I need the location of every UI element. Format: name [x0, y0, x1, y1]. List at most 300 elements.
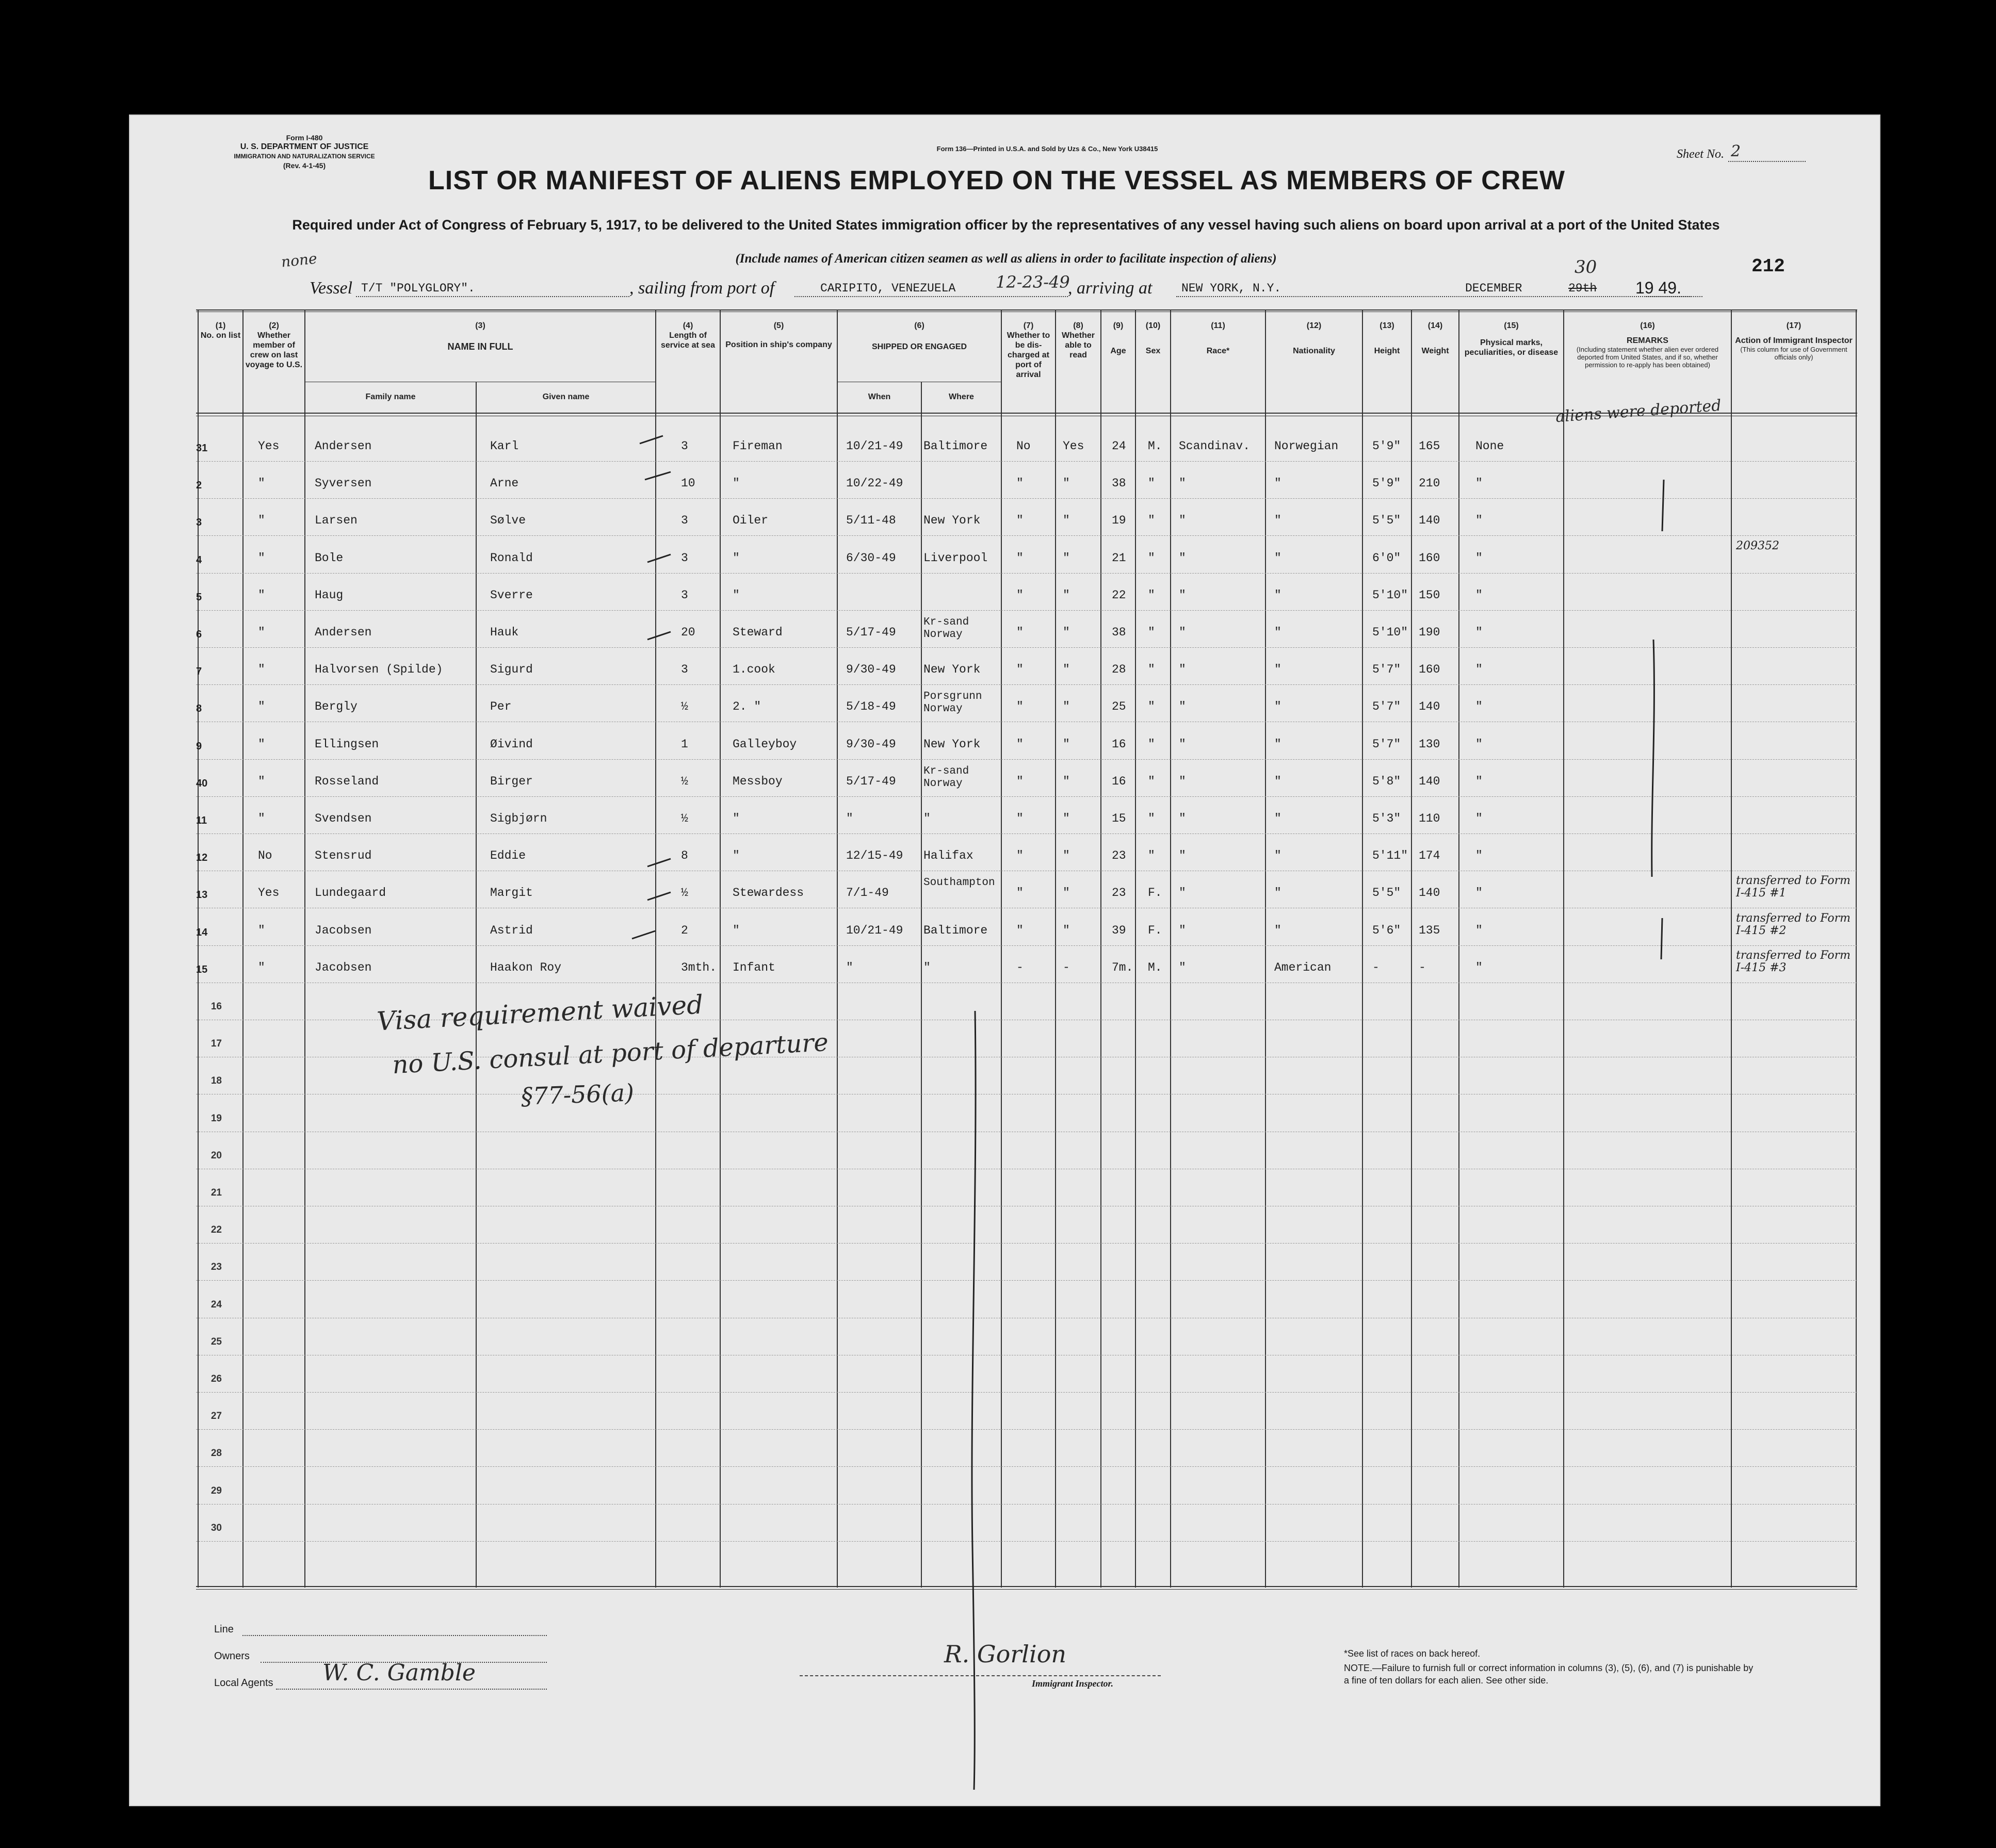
length-of-service: ½	[681, 700, 688, 714]
shipped-when: 5/11-48	[846, 514, 896, 528]
physical-marks: "	[1475, 886, 1483, 900]
family-name: Andersen	[315, 439, 372, 453]
sheet-label: Sheet No.	[1677, 148, 1724, 161]
height: 5'3"	[1372, 812, 1401, 825]
height: 5'9"	[1372, 439, 1401, 453]
physical-marks: "	[1475, 663, 1483, 677]
length-of-service: 20	[681, 626, 695, 639]
discharged: "	[1016, 737, 1024, 751]
row-number: 40	[196, 777, 208, 789]
length-of-service: 3	[681, 514, 688, 528]
col-header-5: (5) Position in ship's company	[725, 321, 832, 349]
given-name: Haakon Roy	[490, 960, 562, 974]
position: Oiler	[733, 514, 769, 528]
age: 24	[1112, 439, 1126, 453]
physical-marks: "	[1475, 923, 1483, 937]
vessel-label: Vessel	[310, 279, 353, 298]
row-number: 6	[196, 629, 202, 640]
discharged: "	[1016, 588, 1024, 602]
length-of-service: ½	[681, 812, 688, 825]
sailing-port: CARIPITO, VENEZUELA	[820, 282, 956, 295]
row-number: 4	[196, 554, 202, 566]
hand-mark: none	[280, 250, 318, 271]
last-voyage: Yes	[258, 886, 280, 900]
length-of-service: 10	[681, 477, 695, 490]
row-number: 9	[196, 740, 202, 752]
length-of-service: 2	[681, 923, 688, 937]
sex: "	[1148, 588, 1155, 602]
col-header-given: Given name	[542, 393, 590, 401]
shipped-where: Baltimore	[923, 439, 988, 453]
height: -	[1372, 960, 1380, 974]
discharged: "	[1016, 774, 1024, 788]
nationality: "	[1274, 663, 1281, 677]
able-to-read: "	[1063, 737, 1070, 751]
last-voyage: "	[258, 663, 265, 677]
given-name: Ronald	[490, 551, 533, 565]
nationality: "	[1274, 849, 1281, 863]
col-header-where: Where	[949, 393, 974, 401]
col-header-10: (10) Sex	[1145, 321, 1161, 355]
row-number: 8	[196, 703, 202, 715]
nationality: "	[1274, 737, 1281, 751]
weight: 135	[1419, 923, 1440, 937]
race: Scandinav.	[1179, 439, 1251, 453]
races-note: *See list of races on back hereof.	[1344, 1648, 1481, 1659]
row-number: 7	[196, 666, 202, 678]
stamp-number: 212	[1751, 256, 1785, 277]
age: 21	[1112, 551, 1126, 565]
inspector-action: transferred to Form I-415 #2	[1736, 911, 1851, 937]
sex: M.	[1148, 960, 1162, 974]
shipped-when: 7/1-49	[846, 886, 889, 900]
given-name: Øivind	[490, 737, 533, 751]
height: 5'7"	[1372, 737, 1401, 751]
nationality: "	[1274, 626, 1281, 639]
arrival-port: NEW YORK, N.Y.	[1181, 282, 1281, 295]
age: 23	[1112, 886, 1126, 900]
discharged: "	[1016, 700, 1024, 714]
row-number: 18	[210, 1075, 222, 1087]
nationality: "	[1274, 923, 1281, 937]
height: 5'10"	[1372, 626, 1408, 639]
revision: (Rev. 4-1-45)	[283, 161, 326, 170]
family-name: Larsen	[315, 514, 358, 528]
height: 5'11"	[1372, 849, 1408, 863]
physical-marks: "	[1475, 774, 1483, 788]
family-name: Haug	[315, 588, 344, 602]
shipped-where: New York	[923, 737, 981, 751]
col-header-16: (16) REMARKS (Including statement whether alien ever ordered deported from United States, and if so, whether permission to re-apply has been obtained)	[1576, 321, 1719, 369]
discharged: "	[1016, 923, 1024, 937]
given-name: Sigbjørn	[490, 812, 547, 825]
nationality: "	[1274, 588, 1281, 602]
physical-marks: "	[1475, 588, 1483, 602]
service: IMMIGRATION AND NATURALIZATION SERVICE	[234, 153, 375, 160]
col-header-9: (9) Age	[1110, 321, 1126, 355]
given-name: Eddie	[490, 849, 526, 863]
age: 19	[1112, 514, 1126, 528]
col-header-7: (7) Whether to be dis-charged at port of arrival	[1007, 321, 1050, 379]
nationality: "	[1274, 774, 1281, 788]
length-of-service: 1	[681, 737, 688, 751]
given-name: Margit	[490, 886, 533, 900]
weight: -	[1419, 960, 1426, 974]
race: "	[1179, 812, 1186, 825]
race: "	[1179, 774, 1186, 788]
shipped-when: 12/15-49	[846, 849, 903, 863]
weight: 140	[1419, 514, 1440, 528]
last-voyage: "	[258, 774, 265, 788]
age: 15	[1112, 812, 1126, 825]
nationality: "	[1274, 812, 1281, 825]
family-name: Andersen	[315, 626, 372, 639]
age: 39	[1112, 923, 1126, 937]
row-number: 12	[196, 852, 208, 864]
position: Galleyboy	[733, 737, 797, 751]
position: "	[733, 812, 740, 825]
col-header-17: (17) Action of Immigrant Inspector (This column for use of Government officials only)	[1735, 321, 1853, 361]
given-name: Sigurd	[490, 663, 533, 677]
last-voyage: "	[258, 812, 265, 825]
age: 28	[1112, 663, 1126, 677]
remarks-note: aliens were deported	[1555, 396, 1722, 427]
last-voyage: "	[258, 551, 265, 565]
physical-marks: "	[1475, 960, 1483, 974]
printer-line: Form 136—Printed in U.S.A. and Sold by Uzs & Co., New York U38415	[936, 145, 1158, 153]
row-number: 23	[210, 1262, 222, 1273]
position: "	[733, 551, 740, 565]
row-number: 25	[210, 1336, 222, 1347]
shipped-where: Kr-sand Norway	[923, 616, 969, 641]
weight: 165	[1419, 439, 1440, 453]
row-number: 20	[210, 1150, 222, 1161]
race: "	[1179, 663, 1186, 677]
position: "	[733, 849, 740, 863]
sex: "	[1148, 849, 1155, 863]
col-header-when: When	[868, 393, 891, 401]
col-header-6: (6) SHIPPED OR ENGAGED	[871, 321, 967, 351]
row-number: 3	[196, 517, 202, 529]
length-of-service: 3mth.	[681, 960, 717, 974]
arrival-day-struck: 29th	[1568, 282, 1597, 295]
able-to-read: "	[1063, 514, 1070, 528]
shipped-when: "	[846, 812, 853, 825]
height: 5'5"	[1372, 514, 1401, 528]
race: "	[1179, 626, 1186, 639]
able-to-read: "	[1063, 849, 1070, 863]
able-to-read: -	[1063, 960, 1070, 974]
col-header-15: (15) Physical marks, peculiarities, or disease	[1464, 321, 1559, 357]
last-voyage: "	[258, 626, 265, 639]
arrival-day: 30	[1575, 257, 1597, 277]
row-number: 2	[196, 480, 202, 492]
race: "	[1179, 700, 1186, 714]
nationality: "	[1274, 551, 1281, 565]
shipped-where: "	[923, 960, 931, 974]
given-name: Birger	[490, 774, 533, 788]
able-to-read: "	[1063, 812, 1070, 825]
row-number: 24	[210, 1299, 222, 1310]
inspector-signature: R. Gorlion	[944, 1640, 1067, 1668]
visa-note-line3: §77-56(a)	[521, 1078, 635, 1110]
able-to-read: "	[1063, 551, 1070, 565]
shipped-when: 5/17-49	[846, 626, 896, 639]
form-number: Form I-480	[286, 134, 323, 142]
family-name: Svendsen	[315, 812, 372, 825]
row-number: 22	[210, 1224, 222, 1236]
sex: "	[1148, 812, 1155, 825]
inspector-action: transferred to Form I-415 #1	[1736, 874, 1851, 900]
last-voyage: "	[258, 960, 265, 974]
manifest-subtitle: Required under Act of Congress of February 5, 1917, to be delivered to the United States immigration officer by the representatives of any vessel having such aliens on board upon arrival at a port of the United States	[292, 217, 1720, 233]
sex: "	[1148, 737, 1155, 751]
height: 5'9"	[1372, 477, 1401, 490]
family-name: Bole	[315, 551, 344, 565]
race: "	[1179, 960, 1186, 974]
given-name: Karl	[490, 439, 519, 453]
arriving-label: , arriving at	[1068, 279, 1153, 298]
weight: 110	[1419, 812, 1440, 825]
position: Fireman	[733, 439, 783, 453]
height: 5'7"	[1372, 663, 1401, 677]
weight: 210	[1419, 477, 1440, 490]
height: 5'10"	[1372, 588, 1408, 602]
sex: "	[1148, 477, 1155, 490]
shipped-when: 5/18-49	[846, 700, 896, 714]
manifest-subnote: (Include names of American citizen seamen as well as aliens in order to facilitate inspection of aliens)	[735, 252, 1277, 266]
row-number: 21	[210, 1187, 222, 1198]
family-name: Jacobsen	[315, 960, 372, 974]
last-voyage: "	[258, 923, 265, 937]
shipped-when: 9/30-49	[846, 663, 896, 677]
inspector-action: 209352	[1736, 539, 1779, 552]
row-number: 26	[210, 1373, 222, 1384]
col-header-12: (12) Nationality	[1293, 321, 1335, 355]
able-to-read: "	[1063, 700, 1070, 714]
col-header-11: (11) Race*	[1206, 321, 1230, 355]
able-to-read: "	[1063, 923, 1070, 937]
department: U. S. DEPARTMENT OF JUSTICE	[240, 142, 369, 151]
given-name: Sverre	[490, 588, 533, 602]
family-name: Jacobsen	[315, 923, 372, 937]
nationality: "	[1274, 514, 1281, 528]
age: 7m.	[1112, 960, 1133, 974]
shipped-when: 10/21-49	[846, 439, 903, 453]
last-voyage: "	[258, 514, 265, 528]
row-number: 15	[196, 963, 208, 975]
physical-marks: "	[1475, 700, 1483, 714]
col-header-3: (3) NAME IN FULL	[447, 321, 513, 352]
sex: "	[1148, 626, 1155, 639]
race: "	[1179, 737, 1186, 751]
shipped-when: 6/30-49	[846, 551, 896, 565]
given-name: Per	[490, 700, 512, 714]
nationality: "	[1274, 477, 1281, 490]
able-to-read: "	[1063, 663, 1070, 677]
last-voyage: "	[258, 737, 265, 751]
row-number: 17	[210, 1038, 222, 1050]
discharged: No	[1016, 439, 1031, 453]
length-of-service: 8	[681, 849, 688, 863]
row-number: 5	[196, 591, 202, 603]
discharged: "	[1016, 551, 1024, 565]
inspector-label: Immigrant Inspector.	[1032, 1678, 1114, 1689]
row-number: 19	[210, 1113, 222, 1124]
row-number: 28	[210, 1448, 222, 1459]
position: 1.cook	[733, 663, 775, 677]
discharged: "	[1016, 514, 1024, 528]
weight: 160	[1419, 551, 1440, 565]
able-to-read: "	[1063, 626, 1070, 639]
weight: 140	[1419, 886, 1440, 900]
race: "	[1179, 849, 1186, 863]
weight: 190	[1419, 626, 1440, 639]
position: Stewardess	[733, 886, 804, 900]
given-name: Arne	[490, 477, 519, 490]
inspector-action: transferred to Form I-415 #3	[1736, 948, 1851, 974]
length-of-service: 3	[681, 551, 688, 565]
discharged: "	[1016, 477, 1024, 490]
shipped-where: Baltimore	[923, 923, 988, 937]
col-header-13: (13) Height	[1374, 321, 1400, 355]
weight: 150	[1419, 588, 1440, 602]
length-of-service: ½	[681, 774, 688, 788]
col-header-family: Family name	[365, 393, 416, 401]
footer-agents-rule	[276, 1689, 547, 1690]
physical-marks: "	[1475, 551, 1483, 565]
sailing-date: 12-23-49	[996, 272, 1070, 292]
physical-marks: "	[1475, 514, 1483, 528]
col-header-1: (1) No. on list	[200, 321, 241, 340]
shipped-when: 9/30-49	[846, 737, 896, 751]
footer-line-rule	[242, 1635, 547, 1636]
shipped-where: Kr-sand Norway	[923, 765, 969, 790]
physical-marks: "	[1475, 849, 1483, 863]
col-header-2: (2) Whether member of crew on last voyage to U.S.	[245, 321, 303, 369]
shipped-where: Porsgrunn Norway	[923, 691, 982, 715]
shipped-where: Halifax	[923, 849, 973, 863]
given-name: Hauk	[490, 626, 519, 639]
sex: "	[1148, 774, 1155, 788]
able-to-read: "	[1063, 477, 1070, 490]
last-voyage: "	[258, 477, 265, 490]
row-number: 13	[196, 889, 208, 901]
manifest-title: LIST OR MANIFEST OF ALIENS EMPLOYED ON THE VESSEL AS MEMBERS OF CREW	[428, 166, 1565, 195]
race: "	[1179, 477, 1186, 490]
col-header-4: (4) Length of service at sea	[661, 321, 715, 350]
height: 5'7"	[1372, 700, 1401, 714]
position: Steward	[733, 626, 783, 639]
race: "	[1179, 588, 1186, 602]
shipped-where: Liverpool	[923, 551, 988, 565]
height: 6'0"	[1372, 551, 1401, 565]
col-header-14: (14) Weight	[1421, 321, 1449, 355]
family-name: Halvorsen (Spilde)	[315, 663, 443, 677]
discharged: "	[1016, 812, 1024, 825]
discharged: "	[1016, 886, 1024, 900]
given-name: Astrid	[490, 923, 533, 937]
position: 2. "	[733, 700, 761, 714]
position: Infant	[733, 960, 775, 974]
sex: F.	[1148, 923, 1162, 937]
physical-marks: "	[1475, 626, 1483, 639]
physical-marks: "	[1475, 737, 1483, 751]
inspector-rule	[800, 1675, 1161, 1676]
given-name: Sølve	[490, 514, 526, 528]
age: 22	[1112, 588, 1126, 602]
weight: 160	[1419, 663, 1440, 677]
family-name: Lundegaard	[315, 886, 386, 900]
able-to-read: "	[1063, 886, 1070, 900]
nationality: "	[1274, 886, 1281, 900]
row-number: 30	[210, 1522, 222, 1533]
race: "	[1179, 514, 1186, 528]
weight: 140	[1419, 774, 1440, 788]
row-number: 14	[196, 926, 208, 938]
discharged: -	[1016, 960, 1024, 974]
able-to-read: "	[1063, 588, 1070, 602]
discharged: "	[1016, 663, 1024, 677]
position: "	[733, 923, 740, 937]
length-of-service: ½	[681, 886, 688, 900]
row-number: 16	[210, 1001, 222, 1012]
age: 16	[1112, 737, 1126, 751]
family-name: Bergly	[315, 700, 358, 714]
length-of-service: 3	[681, 663, 688, 677]
visa-note-line2: no U.S. consul at port of departure	[392, 1027, 829, 1080]
sex: "	[1148, 663, 1155, 677]
vessel-name: T/T "POLYGLORY".	[361, 282, 475, 295]
footer-agents-label: Local Agents	[214, 1677, 273, 1689]
race: "	[1179, 923, 1186, 937]
sex: "	[1148, 551, 1155, 565]
race: "	[1179, 886, 1186, 900]
col-header-8: (8) Whether able to read	[1062, 321, 1095, 359]
agent-signature: W. C. Gamble	[322, 1660, 476, 1686]
family-name: Syversen	[315, 477, 372, 490]
nationality: Norwegian	[1274, 439, 1339, 453]
able-to-read: Yes	[1063, 439, 1084, 453]
last-voyage: "	[258, 588, 265, 602]
age: 38	[1112, 626, 1126, 639]
shipped-where: Southampton	[923, 877, 995, 889]
footer-note: NOTE.—Failure to furnish full or correct information in columns (3), (5), (6), and (7) is punishable by a fine of ten dollars for each alien. See other side.	[1344, 1663, 1754, 1686]
family-name: Stensrud	[315, 849, 372, 863]
physical-marks: None	[1475, 439, 1504, 453]
nationality: American	[1274, 960, 1332, 974]
footer-line-label: Line	[214, 1624, 234, 1635]
height: 5'6"	[1372, 923, 1401, 937]
last-voyage: No	[258, 849, 272, 863]
age: 16	[1112, 774, 1126, 788]
length-of-service: 3	[681, 588, 688, 602]
able-to-read: "	[1063, 774, 1070, 788]
family-name: Ellingsen	[315, 737, 379, 751]
discharged: "	[1016, 849, 1024, 863]
age: 38	[1112, 477, 1126, 490]
position: Messboy	[733, 774, 783, 788]
arrival-year: 19 49.	[1635, 279, 1681, 297]
weight: 130	[1419, 737, 1440, 751]
length-of-service: 3	[681, 439, 688, 453]
sheet-number: 2	[1731, 142, 1741, 160]
nationality: "	[1274, 700, 1281, 714]
physical-marks: "	[1475, 812, 1483, 825]
shipped-where: New York	[923, 663, 981, 677]
sex: "	[1148, 700, 1155, 714]
family-name: Rosseland	[315, 774, 379, 788]
